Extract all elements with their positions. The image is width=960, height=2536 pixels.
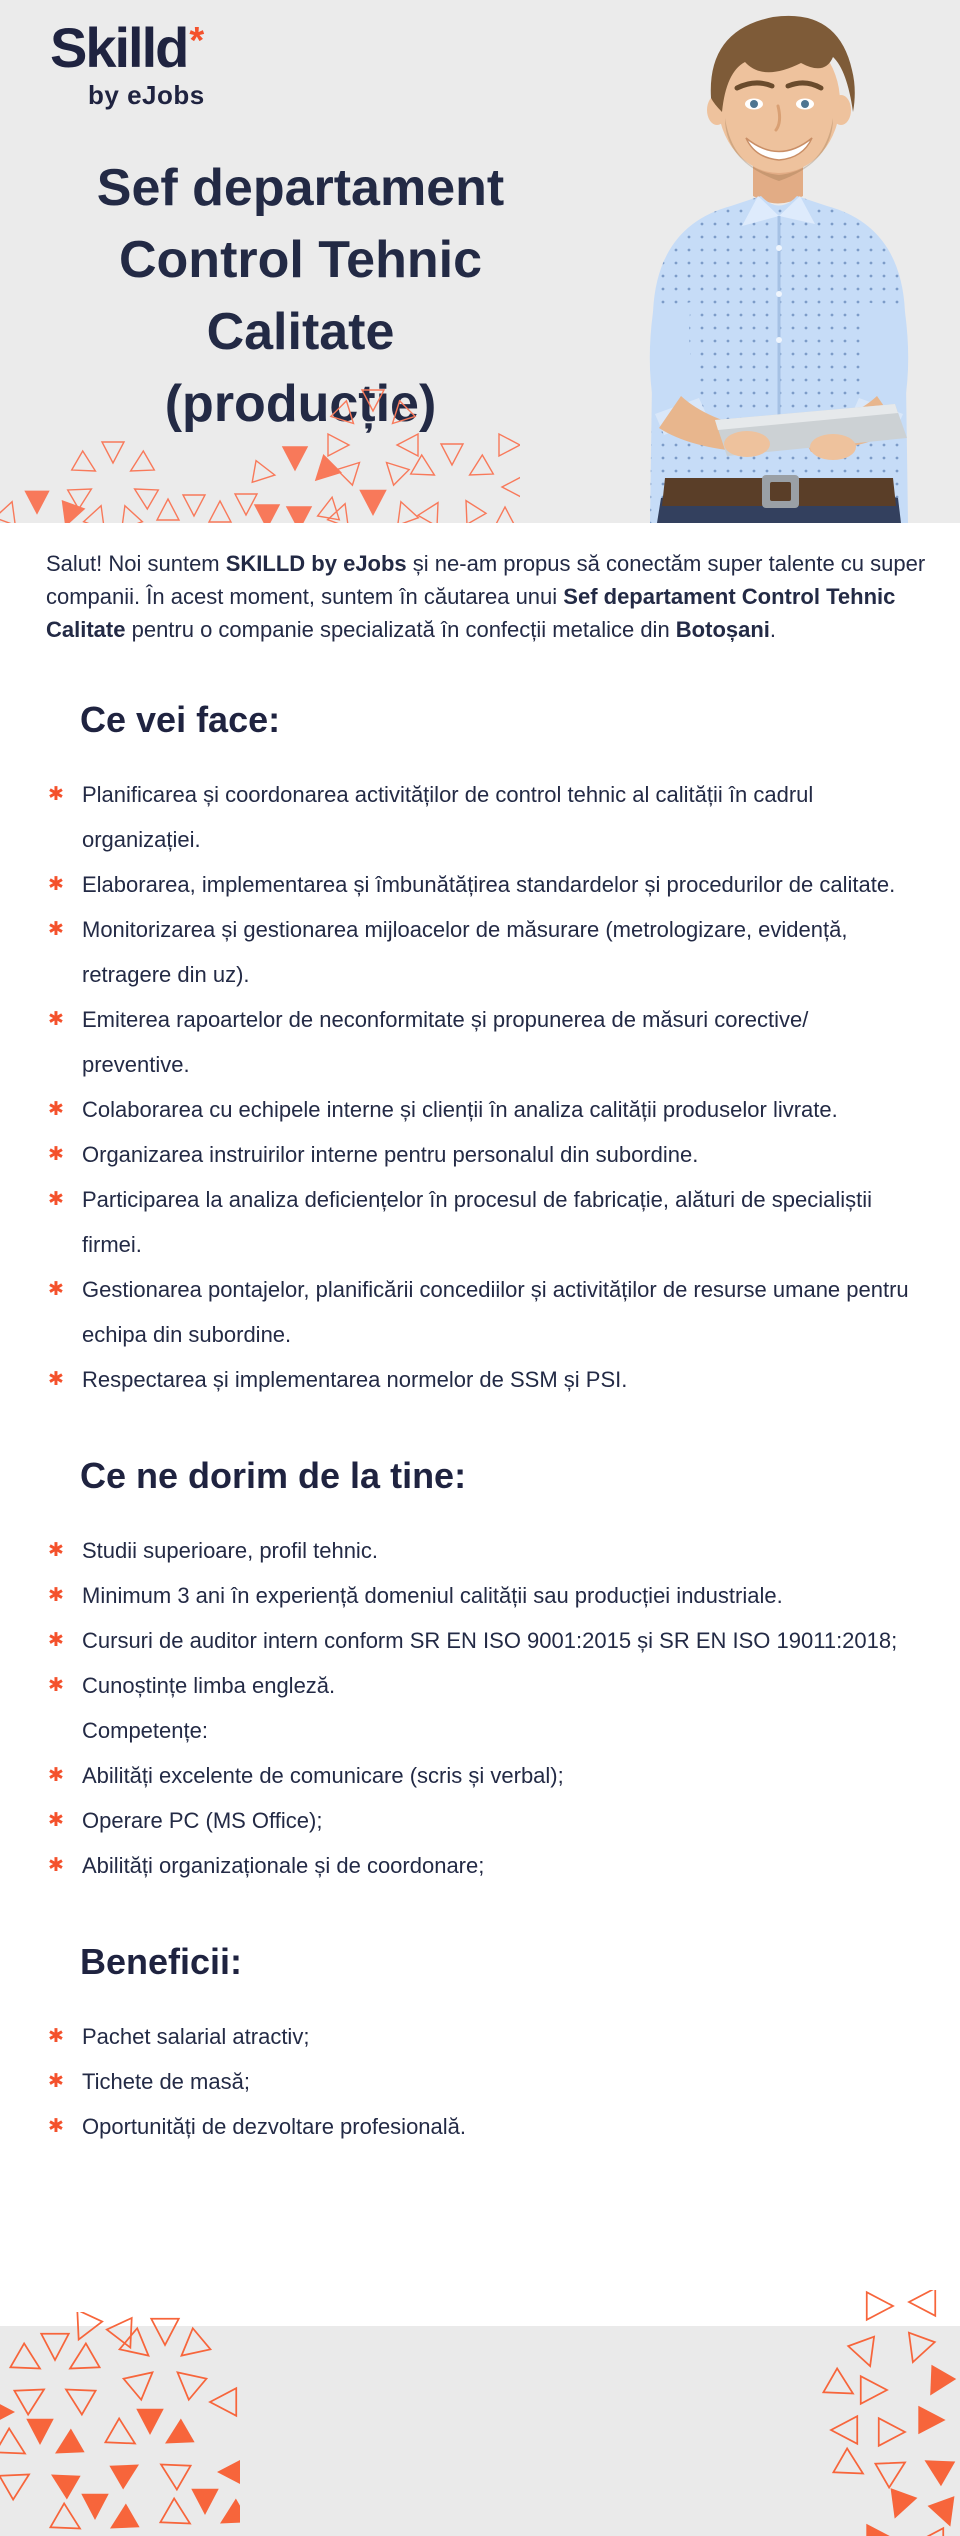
list-item-text: Emiterea rapoartelor de neconformitate și propunerea de măsuri corective/ preventive.: [82, 1007, 809, 1077]
triangle-pattern-footer-left: [0, 2312, 240, 2536]
title-line: (producție): [164, 375, 437, 433]
list-item: [46, 2104, 915, 2149]
list-item: [46, 1357, 915, 1402]
asterisk-bullet-icon: ✱: [48, 919, 64, 940]
asterisk-bullet-icon: ✱: [48, 1189, 64, 1210]
list-item-text: Abilități excelente de comunicare (scris și verbal);: [82, 1763, 564, 1788]
man-with-tablet-photo: [595, 0, 960, 523]
bullet-list: [46, 1528, 915, 1888]
list-item: [46, 1528, 915, 1573]
list-item: [46, 1267, 915, 1357]
list-item: [46, 1798, 915, 1843]
list-item-text: Elaborarea, implementarea și îmbunătățirea standardelor și procedurilor de calitate.: [82, 872, 896, 897]
intro-segment: și ne-am propus să conectăm super talente cu super companii. În acest moment, suntem în căutarea unui: [46, 551, 926, 609]
triangle-pattern-footer-right: [820, 2290, 960, 2536]
asterisk-bullet-icon: ✱: [48, 1009, 64, 1030]
intro-segment: .: [769, 617, 777, 642]
skilld-logo: [50, 16, 205, 110]
list-item: [46, 1708, 915, 1753]
intro-segment: Salut! Noi suntem: [46, 551, 226, 576]
list-item-text: Pachet salarial atractiv;: [82, 2024, 310, 2049]
asterisk-bullet-icon: ✱: [48, 1765, 64, 1786]
asterisk-bullet-icon: ✱: [48, 1099, 64, 1120]
section-heading: Ce ne dorim de la tine:: [80, 1455, 467, 1496]
intro-segment: SKILLD by eJobs: [225, 551, 407, 576]
list-item: [46, 1843, 915, 1888]
intro-segment: pentru o companie specializată în confecții metalice din: [125, 617, 676, 642]
asterisk-bullet-icon: ✱: [48, 1810, 64, 1831]
asterisk-bullet-icon: ✱: [48, 874, 64, 895]
triangle-pattern-hero: [0, 383, 520, 523]
footer-section: [0, 2326, 960, 2536]
list-item: [46, 997, 915, 1087]
logo-byline: by eJobs: [88, 80, 205, 110]
list-item-text: Organizarea instruirilor interne pentru personalul din subordine.: [82, 1142, 699, 1167]
section-heading: Beneficii:: [80, 1941, 243, 1982]
bullet-list: [46, 2014, 915, 2149]
asterisk-bullet-icon: ✱: [48, 2026, 64, 2047]
list-item-text: Planificarea și coordonarea activităților de control tehnic al calității în cadrul organizației.: [82, 782, 814, 852]
title-line: Control Tehnic Calitate: [118, 231, 482, 361]
list-item: [46, 862, 915, 907]
list-item: [46, 1177, 915, 1267]
asterisk-bullet-icon: ✱: [48, 1675, 64, 1696]
hero-section: [0, 0, 960, 523]
asterisk-icon: *: [189, 20, 205, 62]
sections: [46, 698, 915, 2149]
list-item: [46, 1087, 915, 1132]
asterisk-bullet-icon: ✱: [48, 1585, 64, 1606]
list-item-text: Cunoștințe limba engleză.: [82, 1673, 336, 1698]
list-item-text: Monitorizarea și gestionarea mijloacelor de măsurare (metrologizare, evidență, retragere din uz).: [82, 917, 848, 987]
intro-segment: Botoșani: [675, 617, 770, 642]
asterisk-bullet-icon: ✱: [48, 784, 64, 805]
bullet-list: [46, 772, 915, 1402]
list-item-text: Gestionarea pontajelor, planificării concediilor și activităților de resurse umane pentru echipa din subordine.: [82, 1277, 909, 1347]
list-item-text: Cursuri de auditor intern conform SR EN ISO 9001:2015 și SR EN ISO 19011:2018;: [82, 1628, 898, 1653]
asterisk-bullet-icon: ✱: [48, 1855, 64, 1876]
asterisk-bullet-icon: ✱: [48, 1369, 64, 1390]
list-item: [46, 907, 915, 997]
list-item-text: Minimum 3 ani în experiență domeniul calității sau producției industriale.: [82, 1583, 783, 1608]
title-line: Sef departament: [96, 159, 505, 217]
list-item-text: Oportunități de dezvoltare profesională.: [82, 2114, 467, 2139]
list-item-text: Respectarea și implementarea normelor de SSM și PSI.: [82, 1367, 628, 1392]
list-item-text: Colaborarea cu echipele interne și clienții în analiza calității produselor livrate.: [82, 1097, 838, 1122]
intro-segment: Sef departament Control Tehnic Calitate: [46, 584, 896, 642]
list-item-text: Studii superioare, profil tehnic.: [82, 1538, 378, 1563]
list-item-text: Operare PC (MS Office);: [82, 1808, 323, 1833]
logo-wordmark: [50, 16, 205, 79]
intro-paragraph: [46, 547, 926, 646]
list-item: [46, 1663, 915, 1708]
list-item: [46, 772, 915, 862]
asterisk-bullet-icon: ✱: [48, 2116, 64, 2137]
list-item-text: Competențe:: [82, 1718, 208, 1743]
list-item: [46, 1132, 915, 1177]
list-item-text: Abilități organizaționale și de coordonare;: [82, 1853, 485, 1878]
list-item: [46, 1753, 915, 1798]
list-item: [46, 2059, 915, 2104]
asterisk-bullet-icon: ✱: [48, 2071, 64, 2092]
asterisk-bullet-icon: ✱: [48, 1144, 64, 1165]
list-item-text: Participarea la analiza deficiențelor în procesul de fabricație, alături de specialiștii firmei.: [82, 1187, 872, 1257]
section-heading: Ce vei face:: [80, 699, 281, 740]
job-description: [0, 547, 960, 2326]
list-item: [46, 1618, 915, 1663]
list-item-text: Tichete de masă;: [82, 2069, 250, 2094]
list-item: [46, 1573, 915, 1618]
asterisk-bullet-icon: ✱: [48, 1630, 64, 1651]
asterisk-bullet-icon: ✱: [48, 1279, 64, 1300]
logo-text: Skilld: [50, 16, 188, 79]
asterisk-bullet-icon: ✱: [48, 1540, 64, 1561]
list-item: [46, 2014, 915, 2059]
